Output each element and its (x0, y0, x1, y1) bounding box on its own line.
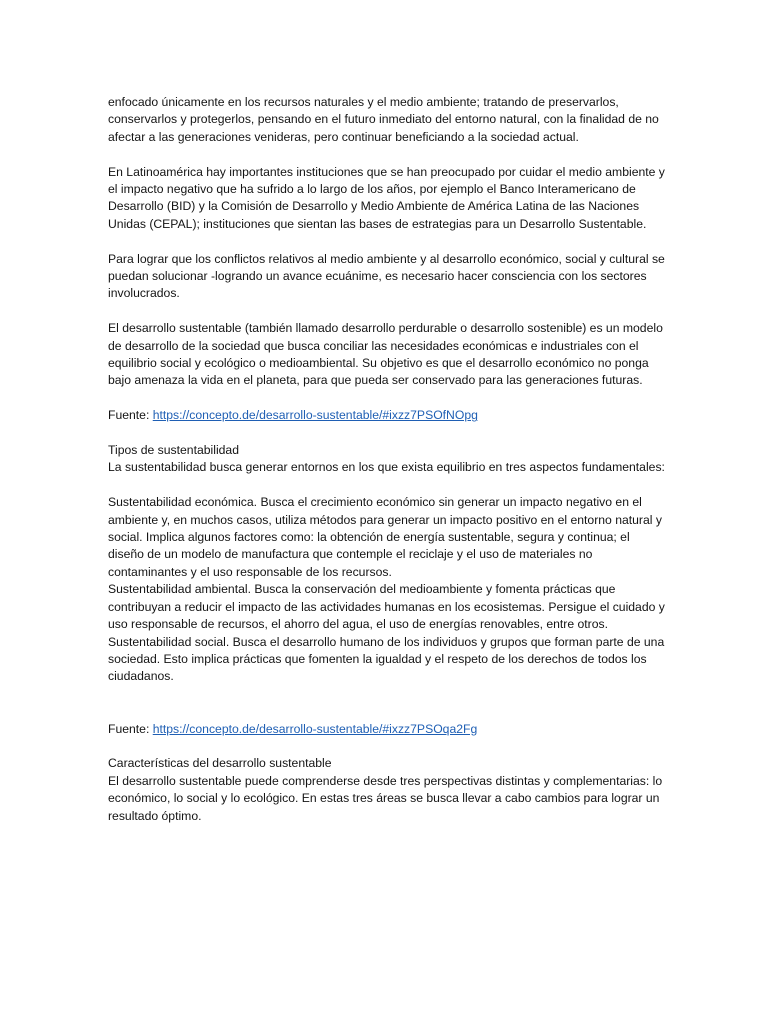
paragraph-sust-ambiental: Sustentabilidad ambiental. Busca la conservación del medioambiente y fomenta prácticas que contribuyan a reducir el impacto de las actividades humanas en los ecosistemas. Persigue el cuidado y uso responsable de recursos, el ahorro del agua, el uso de energías renovables, entre otros. (108, 582, 665, 632)
paragraph-sust-economica: Sustentabilidad económica. Busca el crecimiento económico sin generar un impacto negativo en el ambiente y, en muchos casos, utiliza métodos para generar un impacto positivo en el entorno natural y social. Implica algunos factores como: la obtención de energía sustentable, segura y continua; el diseño de un modelo de manufactura que contemple el reciclaje y el uso de materiales no contaminantes y el uso responsable de los recursos. (108, 495, 662, 579)
paragraph-gap (108, 146, 668, 163)
paragraph-gap (108, 303, 668, 320)
paragraph-gap (108, 425, 668, 442)
source-line-2 (108, 721, 668, 738)
paragraph-gap (108, 390, 668, 407)
source-label: Fuente: (108, 721, 153, 736)
paragraph-gap (108, 233, 668, 250)
source-link-2[interactable]: https://concepto.de/desarrollo-sustentable/#ixzz7PSOqa2Fg (152, 721, 478, 736)
source-link-1[interactable]: https://concepto.de/desarrollo-sustentable/#ixzz7PSOfNOpg (152, 408, 478, 423)
paragraph-sust-social: Sustentabilidad social. Busca el desarrollo humano de los individuos y grupos que forman parte de una sociedad. Esto implica prácticas que fomenten la igualdad y el respeto de los derechos de todos los ciudadanos. (108, 634, 665, 684)
source-label: Fuente: (108, 408, 153, 423)
section-heading-tipos: Tipos de sustentabilidad (108, 443, 239, 458)
paragraph-gap (108, 477, 668, 494)
paragraph-latinoamerica: En Latinoamérica hay importantes instituciones que se han preocupado por cuidar el medio ambiente y el impacto negativo que ha sufrido a lo largo de los años, por ejemplo el Banco Interamericano de Desarrollo (BID) y la Comisión de Desarrollo y Medio Ambiente de América Latina de las Naciones Unidas (CEPAL); instituciones que sientan las bases de estrategias para un Desarrollo Sustentable. (108, 164, 665, 231)
paragraph-conflictos: Para lograr que los conflictos relativos al medio ambiente y al desarrollo económico, social y cultural se puedan solucionar -logrando un avance ecuánime, es necesario hacer consciencia con los sectores involucrados. (108, 251, 665, 301)
section-heading-caracteristicas: Características del desarrollo sustentable (108, 756, 332, 771)
source-line-1 (108, 407, 668, 424)
paragraph-caracteristicas: El desarrollo sustentable puede comprenderse desde tres perspectivas distintas y complementarias: lo económico, lo social y lo ecológico. En estas tres áreas se busca llevar a cabo cambios para lograr un resultado óptimo. (108, 773, 663, 823)
paragraph-gap (108, 738, 668, 755)
paragraph-intro-continuation: enfocado únicamente en los recursos naturales y el medio ambiente; tratando de preservarlos, conservarlos y protegerlos, pensando en el futuro inmediato del entorno natural, con la finalidad de no afectar a las generaciones venideras, pero continuar beneficiando a la sociedad actual. (108, 95, 659, 144)
paragraph-gap (108, 686, 668, 721)
paragraph-tipos-intro: La sustentabilidad busca generar entornos en los que exista equilibrio en tres aspectos fundamentales: (108, 460, 665, 475)
paragraph-definicion: El desarrollo sustentable (también llamado desarrollo perdurable o desarrollo sostenible) es un modelo de desarrollo de la sociedad que busca conciliar las necesidades económicas e industriales con el equilibrio social y ecológico o medioambiental. Su objetivo es que el desarrollo económico no ponga bajo amenaza la vida en el planeta, para que pueda ser conservado para las generaciones futuras. (108, 321, 663, 388)
document-page (108, 94, 668, 825)
